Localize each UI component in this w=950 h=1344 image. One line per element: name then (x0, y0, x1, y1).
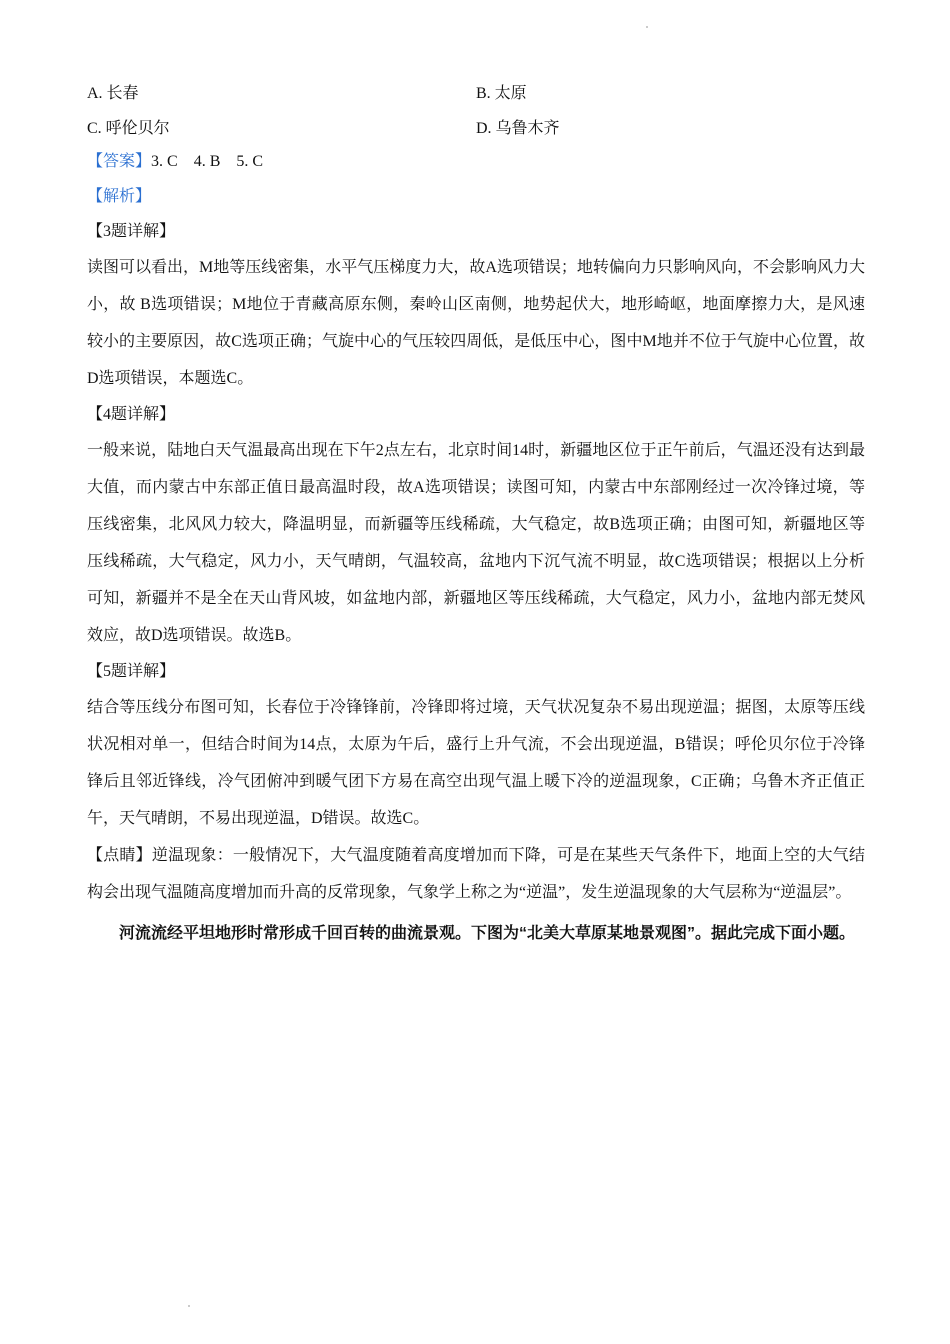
document-page (87, 74, 865, 952)
answer-line (87, 144, 865, 179)
tip-text: 逆温现象：一般情况下，大气温度随着高度增加而下降，可是在某些天气条件下，地面上空的大气结构会出现气温随高度增加而升高的反常现象，气象学上称之为“逆温”，发生逆温现象的大气层称为“逆温层”。 (87, 847, 865, 901)
options-row-2 (87, 109, 865, 144)
page-mark-bottom (188, 1305, 190, 1307)
q4-explanation: 一般来说，陆地白天气温最高出现在下午2点左右，北京时间14时，新疆地区位于正午前后，气温还没有达到最大值，而内蒙古中东部正值日最高温时段，故A选项错误；读图可知，内蒙古中东部刚经过一次冷锋过境，等压线密集，北风风力较大，降温明显，而新疆等压线稀疏，大气稳定，故B选项正确；由图可知，新疆地区等压线稀疏，大气稳定，风力小，天气晴朗，气温较高，盆地内下沉气流不明显，故C选项错误；根据以上分析可知，新疆并不是全在天山背风坡，如盆地内部，新疆地区等压线稀疏，大气稳定，风力小，盆地内部无焚风效应，故D选项错误。故选B。 (87, 442, 865, 644)
q3-explanation: 读图可以看出，M地等压线密集，水平气压梯度力大，故A选项错误；地转偏向力只影响风向，不会影响风力大小，故 B选项错误；M地位于青藏高原东侧，秦岭山区南侧，地势起伏大，地形崎岖，地面摩擦力大，是风速较小的主要原因，故C选项正确；气旋中心的气压较四周低，是低压中心，图中M地并不位于气旋中心位置，故D选项错误，本题选C。 (87, 259, 865, 387)
tip-tag: 【点睛】 (87, 847, 152, 864)
page-mark-top (646, 26, 648, 28)
q4-heading: 【4题详解】 (87, 406, 176, 423)
option-c: C. 呼伦贝尔 (87, 120, 170, 137)
options-row-1 (87, 74, 865, 109)
option-d: D. 乌鲁木齐 (476, 120, 560, 137)
answer-tag: 【答案】 (87, 153, 152, 170)
tip-paragraph (87, 837, 865, 911)
answer-text: 3. C 4. B 5. C (151, 153, 264, 170)
option-a: A. 长春 (87, 85, 139, 102)
q5-explanation: 结合等压线分布图可知，长春位于冷锋锋前，冷锋即将过境，天气状况复杂不易出现逆温；据图，太原等压线状况相对单一，但结合时间为14点，太原为午后，盛行上升气流，不会出现逆温，B错误；呼伦贝尔位于冷锋锋后且邻近锋线，冷气团俯冲到暖气团下方易在高空出现气温上暖下冷的逆温现象，C正确；乌鲁木齐正值正午，天气晴朗，不易出现逆温，D错误。故选C。 (87, 699, 865, 827)
analysis-line (87, 179, 865, 214)
q5-heading: 【5题详解】 (87, 663, 176, 680)
next-question-intro: 河流流经平坦地形时常形成千回百转的曲流景观。下图为“北美大草原某地景观图”。据此完成下面小题。 (119, 925, 856, 942)
analysis-tag: 【解析】 (87, 188, 152, 205)
option-b: B. 太原 (476, 85, 527, 102)
q3-heading: 【3题详解】 (87, 223, 176, 240)
